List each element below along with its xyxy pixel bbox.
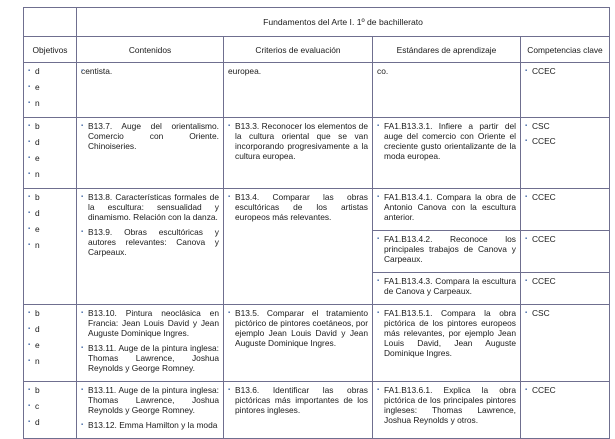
list-item: ▪ FA1.B13.5.1. Compara la obra pictórica de los pintores europeos más relevantes, por ejemplo Jean Louis David, Jean Auguste Dominique Ingres. [377, 308, 516, 358]
contenidos-cell [77, 63, 224, 118]
blank-cell [24, 8, 77, 37]
list-item: ▪ d [28, 137, 72, 147]
curriculum-table [23, 7, 610, 439]
list-item: ▪ CCEC [525, 192, 605, 202]
contenidos-cell [77, 118, 224, 189]
estandares-cell [373, 118, 521, 189]
list-item: ▪ FA1.B13.4.2. Reconoce los principales trabajos de Canova y Carpeaux. [377, 234, 516, 264]
header-row [24, 37, 610, 63]
criterios-cell [224, 305, 373, 382]
list-item: ▪ B13.8. Características formales de la escultura: sensualidad y dinamismo. Relación con la danza. [81, 192, 219, 222]
table-row [24, 189, 610, 231]
competencias-cell [521, 305, 610, 382]
list-item: ▪ CSC [525, 121, 605, 131]
list-item: ▪ B13.12. Emma Hamilton y la moda [81, 420, 219, 430]
list-item: ▪ d [28, 66, 72, 76]
table-title: Fundamentos del Arte I. 1º de bachillerato [77, 8, 610, 37]
list-item: ▪ FA1.B13.3.1. Infiere a partir del auge del comercio con Oriente el creciente gusto orientalizante de la moda europea. [377, 121, 516, 161]
list-item: ▪ B13.9. Obras escultóricas y autores relevantes: Canova y Carpeaux. [81, 227, 219, 257]
objetivos-cell [24, 382, 77, 439]
list-item: ▪ B13.4. Comparar las obras escultóricas de los artistas europeos más relevantes. [228, 192, 368, 222]
criterios-cell [224, 189, 373, 305]
estandares-cell [373, 231, 521, 273]
list-item: ▪ b [28, 308, 72, 318]
list-item: ▪ FA1.B13.6.1. Explica la obra pictórica de los principales pintores ingleses: Thomas Lawrence, Joshua Reynolds y otros. [377, 385, 516, 425]
list-item: ▪ CCEC [525, 66, 605, 76]
list-item: ▪ B13.6. Identificar las obras pictóricas más importantes de los pintores ingleses. [228, 385, 368, 415]
list-item: ▪ centista. [81, 66, 219, 76]
title-row [24, 8, 610, 37]
list-item: ▪ B13.3. Reconocer los elementos de la cultura oriental que se van incorporando progresivamente a la cultura europea. [228, 121, 368, 161]
list-item: ▪ CSC [525, 308, 605, 318]
estandar-text: co. [377, 66, 389, 76]
header-objetivos: Objetivos [24, 37, 77, 63]
list-item: ▪ e [28, 224, 72, 234]
estandares-cell [373, 63, 521, 118]
list-item: ▪ CCEC [525, 136, 605, 146]
criterios-cell [224, 63, 373, 118]
criterios-cell [224, 118, 373, 189]
list-item: ▪ b [28, 385, 72, 395]
list-item: ▪ B13.5. Comparar el tratamiento pictórico de pintores coetáneos, por ejemplo Jean Louis David y Jean Auguste Dominique Ingres. [228, 308, 368, 348]
header-contenidos: Contenidos [77, 37, 224, 63]
contenidos-cell [77, 189, 224, 305]
list-item: ▪ e [28, 82, 72, 92]
table-row [24, 305, 610, 382]
table-row [24, 382, 610, 439]
criterio-text: europea. [228, 66, 262, 76]
header-competencias: Competencias clave [521, 37, 610, 63]
list-item: ▪ CCEC [525, 234, 605, 244]
list-item: ▪ d [28, 417, 72, 427]
list-item: ▪ n [28, 240, 72, 250]
table-row [24, 63, 610, 118]
list-item: ▪ b [28, 121, 72, 131]
table-row [24, 118, 610, 189]
competencias-cell [521, 382, 610, 439]
list-item: ▪ b [28, 192, 72, 202]
list-item: ▪ B13.10. Pintura neoclásica en Francia: Jean Louis David y Jean Auguste Dominique Ingres. [81, 308, 219, 338]
competencias-cell [521, 63, 610, 118]
list-item: ▪ B13.11. Auge de la pintura inglesa: Thomas Lawrence, Joshua Reynolds y George Romney. [81, 343, 219, 373]
list-item: ▪ CCEC [525, 276, 605, 286]
objetivos-cell [24, 305, 77, 382]
contenidos-cell [77, 305, 224, 382]
list-item: ▪ B13.11. Auge de la pintura inglesa: Thomas Lawrence, Joshua Reynolds y George Romney. [81, 385, 219, 415]
list-item: ▪ CCEC [525, 385, 605, 395]
competencias-cell [521, 189, 610, 231]
objetivos-cell [24, 63, 77, 118]
competencias-cell [521, 231, 610, 273]
competencias-cell [521, 118, 610, 189]
list-item: ▪ n [28, 98, 72, 108]
list-item: ▪ d [28, 208, 72, 218]
header-criterios: Criterios de evaluación [224, 37, 373, 63]
estandares-cell [373, 273, 521, 305]
estandares-cell [373, 305, 521, 382]
list-item: ▪ n [28, 356, 72, 366]
list-item: ▪ FA1.B13.4.1. Compara la obra de Antonio Canova con la escultura anterior. [377, 192, 516, 222]
estandares-cell [373, 189, 521, 231]
header-estandares: Estándares de aprendizaje [373, 37, 521, 63]
competencias-cell [521, 273, 610, 305]
list-item: ▪ FA1.B13.4.3. Compara la escultura de Canova y Carpeaux. [377, 276, 516, 296]
contenidos-cell [77, 382, 224, 439]
list-item: ▪ d [28, 324, 72, 334]
estandares-cell [373, 382, 521, 439]
objetivos-cell [24, 189, 77, 305]
list-item: ▪ n [28, 169, 72, 179]
list-item: ▪ B13.7. Auge del orientalismo. Comercio con Oriente. Chinoiseries. [81, 121, 219, 151]
objetivos-cell [24, 118, 77, 189]
criterios-cell [224, 382, 373, 439]
list-item: ▪ c [28, 401, 72, 411]
list-item: ▪ e [28, 153, 72, 163]
list-item: ▪ e [28, 340, 72, 350]
